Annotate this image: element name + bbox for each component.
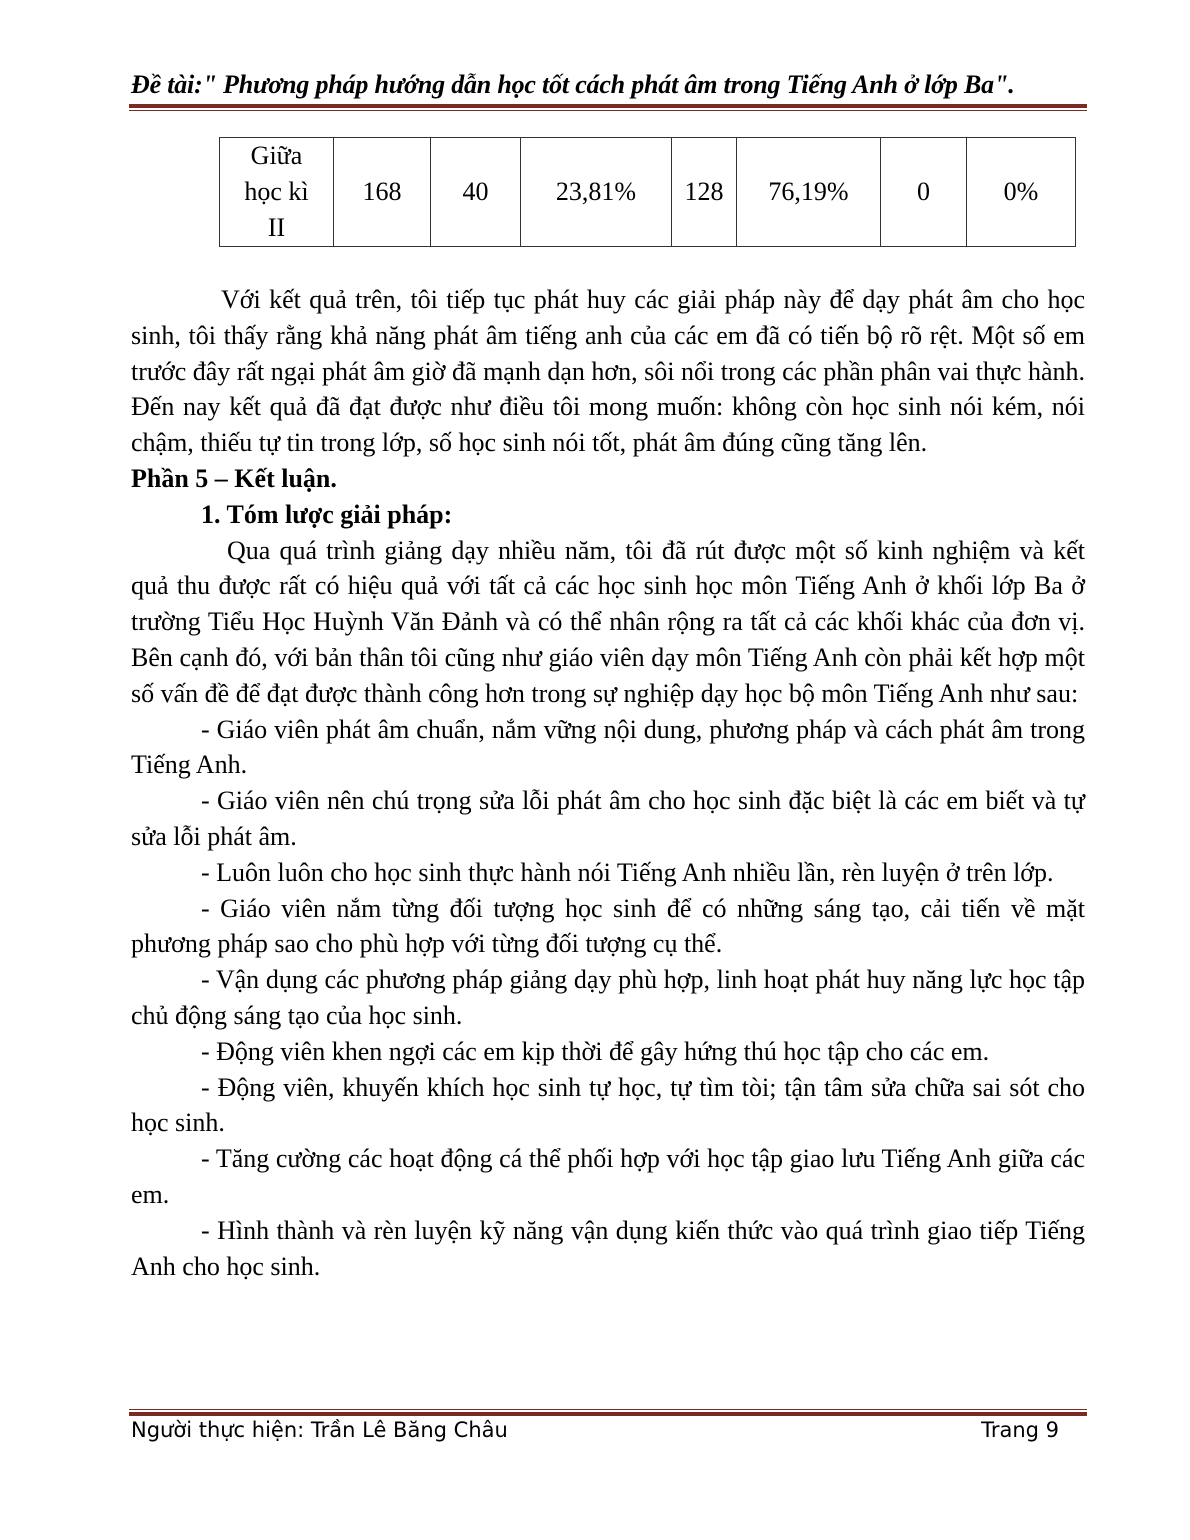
intro-paragraph: Với kết quả trên, tôi tiếp tục phát huy các giải pháp này để dạy phát âm cho học sinh, tôi thấy rằng khả năng phát âm tiếng anh của các em đã có tiến bộ rõ rệt. Một số em trước đây rất ngại phát âm giờ đã mạnh dạn hơn, sôi nổi trong các phần phân vai thực hành. Đến nay kết quả đã đạt được như điều tôi mong muốn: không còn học sinh nói kém, nói chậm, thiếu tự tin trong lớp, số học sinh nói tốt, phát âm đúng cũng tăng lên. [131, 285, 1085, 458]
period-cell [220, 138, 334, 247]
footer-rule-thick [129, 1412, 1087, 1416]
footer-rule-thin [129, 1409, 1087, 1410]
period-line: Giữa [250, 141, 303, 170]
footer-author: Người thực hiện: Trần Lê Băng Châu [131, 1418, 508, 1442]
list-item: - Giáo viên nắm từng đối tượng học sinh để có những sáng tạo, cải tiến về mặt phương pháp sao cho phù hợp với từng đối tượng cụ thể. [131, 893, 1085, 959]
weak-count-cell: 0 [881, 138, 967, 247]
page-header-title: Đề tài:" Phương pháp hướng dẫn học tốt cách phát âm trong Tiếng Anh ở lớp Ba". [131, 70, 1015, 99]
total-cell: 168 [334, 138, 431, 247]
list-item: - Tăng cường các hoạt động cá thể phối hợp với học tập giao lưu Tiếng Anh giữa các em. [131, 1144, 1085, 1209]
list-item: - Giáo viên nên chú trọng sửa lỗi phát âm cho học sinh đặc biệt là các em biết và tự sửa lỗi phát âm. [131, 786, 1085, 851]
section-heading: Phần 5 – Kết luận. [131, 463, 337, 493]
period-line: II [267, 213, 286, 242]
list-item: - Luôn luôn cho học sinh thực hành nói Tiếng Anh nhiều lần, rèn luyện ở trên lớp. [201, 857, 1054, 887]
good-percent-cell: 23,81% [521, 138, 672, 247]
period-line: học kì [244, 177, 309, 206]
list-item: - Động viên, khuyến khích học sinh tự học, tự tìm tòi; tận tâm sửa chữa sai sót cho học sinh. [131, 1072, 1085, 1138]
summary-paragraph: Qua quá trình giảng dạy nhiều năm, tôi đã rút được một số kinh nghiệm và kết quả thu được rất có hiệu quả với tất cả các học sinh học môn Tiếng Anh ở khối lớp Ba ở trường Tiểu Học Huỳnh Văn Đảnh và có thể nhân rộng ra tất cả các khối khác của đơn vị. Bên cạnh đó, với bản thân tôi cũng như giáo viên dạy môn Tiếng Anh còn phải kết hợp một số vấn đề để đạt được thành công hơn trong sự nghiệp dạy học bộ môn Tiếng Anh như sau: [131, 535, 1085, 708]
list-item: - Vận dụng các phương pháp giảng dạy phù hợp, linh hoạt phát huy năng lực học tập chủ động sáng tạo của học sinh. [131, 965, 1085, 1030]
fair-count-cell: 128 [672, 138, 737, 247]
table-row [220, 138, 1076, 247]
fair-percent-cell: 76,19% [737, 138, 881, 247]
list-item: - Giáo viên phát âm chuẩn, nắm vững nội dung, phương pháp và cách phát âm trong Tiếng Anh. [131, 714, 1085, 780]
list-item: - Hình thành và rèn luyện kỹ năng vận dụng kiến thức vào quá trình giao tiếp Tiếng Anh cho học sinh. [131, 1215, 1085, 1281]
results-table [219, 137, 1076, 247]
header-rule-thick [129, 104, 1087, 108]
list-item: - Động viên khen ngợi các em kịp thời để gây hứng thú học tập cho các em. [201, 1036, 990, 1066]
body-text [131, 282, 1085, 1284]
good-count-cell: 40 [431, 138, 521, 247]
sub-heading: 1. Tóm lược giải pháp: [201, 499, 453, 529]
footer-page-number: Trang 9 [981, 1418, 1059, 1442]
header-rule-thin [129, 110, 1087, 111]
weak-percent-cell: 0% [967, 138, 1076, 247]
